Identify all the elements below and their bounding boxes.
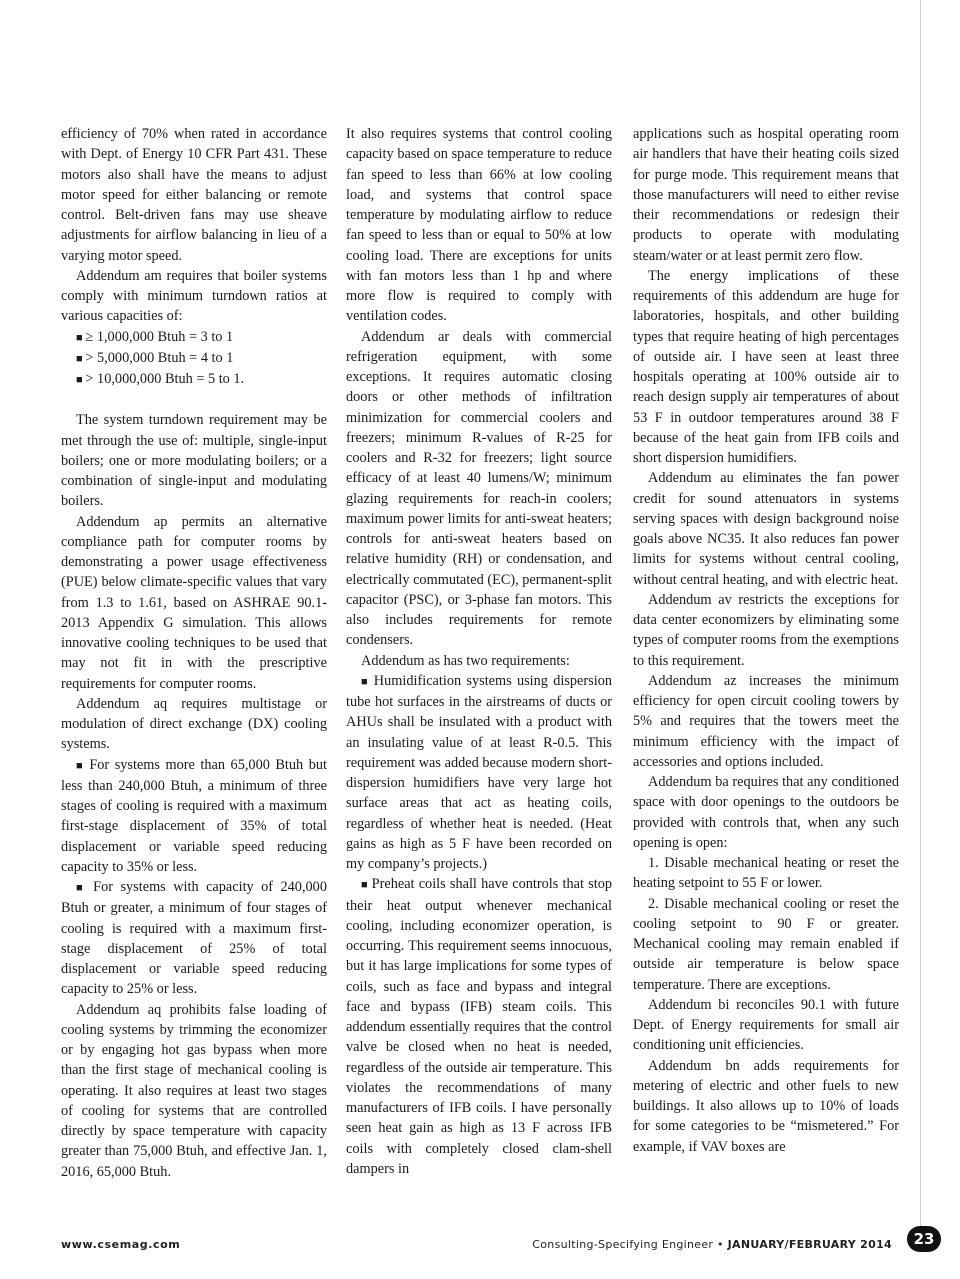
bullet-item: ■ ≥ 1,000,000 Btuh = 3 to 1 [61,327,327,348]
bullet-item: ■ For systems more than 65,000 Btuh but less than 240,000 Btuh, a minimum of three stages of cooling is required with a maximum first-stage displacement of 35% of total displacement or variable speed reducing capacity to 35% or less. [61,755,327,878]
paragraph: Addendum az increases the minimum efficiency for open circuit cooling towers by 5% and requires that the towers meet the minimum efficiency with the impact of accessories and options included. [633,672,899,770]
paragraph: Addendum ba requires that any conditioned space with door openings to the outdoors be provided with controls that, when any such opening is open: [633,774,899,851]
paragraph: Addendum aq requires multistage or modulation of direct exchange (DX) cooling systems. [61,695,327,753]
column-middle [346,124,612,1179]
paragraph: The energy implications of these requirements of this addendum are huge for laboratories, hospitals, and other building types that require heating of high percentages of outside air. I have seen at least three hospitals operating at 100% outside air to reach design supply air temperatures of about 53 F in outdoor temperatures around 38 F because of the heat gain from IFB coils and short dispersion humidifiers. [633,267,899,466]
bullet-item: ■ Preheat coils shall have controls that stop their heat output whenever mechanical cooling, including economizer operation, is occurring. This requirement seems innocuous, but it has large implications for some types of coils, such as face and bypass and integral face and bypass (IFB) steam coils. This addendum essentially requires that the control valve be closed when no heat is needed, regardless of the outside air temperature. This violates the recommendations of many manufacturers of IFB coils. I have personally seen heat gain as high as 13 F across IFB coils with completely closed clam-shell dampers in [346,874,612,1179]
footer-masthead [532,1238,892,1251]
paragraph: Addendum ap permits an alternative compliance path for computer rooms by demonstrating a power usage effectiveness (PUE) below climate-specific values that vary from 1.3 to 1.61, based on ASHRAE 90.1-2013 Appendix G simulation. This allows innovative cooling techniques to be used that may not fit in with the prescriptive requirements for computer rooms. [61,513,327,692]
column-left [61,124,327,1182]
paragraph: Addendum bn adds requirements for metering of electric and other fuels to new buildings. It also allows up to 10% of loads for some categories to be “mismetered.” For example, if VAV boxes are [633,1057,899,1155]
paragraph: It also requires systems that control cooling capacity based on space temperature to reduce fan speed to less than 66% at low cooling load, and systems that control space temperature by modulating airflow to reduce fan speed to less than or equal to 50% at low cooling load. There are exceptions for units with fan motors less than 1 hp and where more flow is required to comply with ventilation codes. [346,126,612,325]
paragraph: applications such as hospital operating room air handlers that have their heating coils sized for purge mode. This requirement means that those manufacturers will need to either revise their recommendations or redesign their products to operate with modulating steam/water or at least permit zero flow. [633,126,899,264]
bullet-item: ■ Humidification systems using dispersion tube hot surfaces in the airstreams of ducts or AHUs shall be insulated with a product with an insulating value of at least R-0.5. This requirement was added because modern short-dispersion humidifiers have very large hot surface areas that act as heating coils, regardless of whether heat is needed. (Heat gains as high as 5 F have been recorded on my company’s projects.) [346,671,612,875]
bullet-item: ■ > 5,000,000 Btuh = 4 to 1 [61,348,327,369]
paragraph: Addendum av restricts the exceptions for data center economizers by eliminating some types of computer rooms from the exemptions to this requirement. [633,591,899,669]
footer-separator: • [713,1238,728,1251]
paragraph: Addendum aq prohibits false loading of cooling systems by trimming the economizer or by engaging hot gas bypass when more than the first stage of mechanical cooling is operating. It also requires at least two stages of cooling for systems that are controlled directly by space temperature with capacity greater than 75,000 Btuh, and effective Jan. 1, 2016, 65,000 Btuh. [61,1001,327,1180]
paragraph: Addendum bi reconciles 90.1 with future Dept. of Energy requirements for small air conditioning unit efficiencies. [633,996,899,1054]
paragraph: 1. Disable mechanical heating or reset the heating setpoint to 55 F or lower. [633,855,899,892]
page-number-badge: 23 [907,1226,941,1252]
footer-issue: JANUARY/FEBRUARY 2014 [727,1238,892,1251]
paragraph: Addendum au eliminates the fan power credit for sound attenuators in systems serving spaces with design background noise goals above NC35. It also reduces fan power limits for systems without central cooling, without central heating, and with electric heat. [633,470,899,588]
footer-url: www.csemag.com [61,1238,181,1251]
bullet-item: ■ For systems with capacity of 240,000 Btuh or greater, a minimum of four stages of cooling is required with a maximum first-stage displacement of 25% of total displacement or variable speed reducing capacity to 25% or less. [61,877,327,1000]
column-right [633,124,899,1157]
paragraph: Addendum ar deals with commercial refrigeration equipment, with some exceptions. It requires automatic closing doors or other methods of infiltration minimization for commercial coolers and freezers; minimum R-values of R-25 for coolers and R-32 for freezers; light source efficacy of at least 40 lumens/W; minimum glazing requirements for reach-in coolers; maximum power limits for anti-sweat heaters; controls for anti-sweat heaters based on relative humidity (RH) or condensation, and electrically commutated (EC), permanent-split capacitor (PSC), or 3-phase fan motors. This also includes requirements for remote condensers. [346,328,612,649]
paragraph: 2. Disable mechanical cooling or reset the cooling setpoint to 90 F or greater. Mechanical cooling may remain enabled if outside air temperature is below space temperature. There are exceptions. [633,895,899,993]
footer-publication: Consulting-Specifying Engineer [532,1238,714,1251]
paragraph: Addendum as has two requirements: [361,652,570,669]
page-footer [0,1235,960,1253]
paragraph: The system turndown requirement may be met through the use of: multiple, single-input boilers; one or more modulating boilers; or a combination of single-input and modulating boilers. [61,412,327,510]
paragraph: Addendum am requires that boiler systems comply with minimum turndown ratios at various capacities of: [61,267,327,325]
page-edge-rule [920,0,921,1235]
bullet-item: ■ > 10,000,000 Btuh = 5 to 1. [61,369,327,390]
paragraph: efficiency of 70% when rated in accordance with Dept. of Energy 10 CFR Part 431. These motors also shall have the means to adjust motor speed for either balancing or remote control. Belt-driven fans may use sheave adjustments for airflow balancing in lieu of a varying motor speed. [61,126,327,264]
